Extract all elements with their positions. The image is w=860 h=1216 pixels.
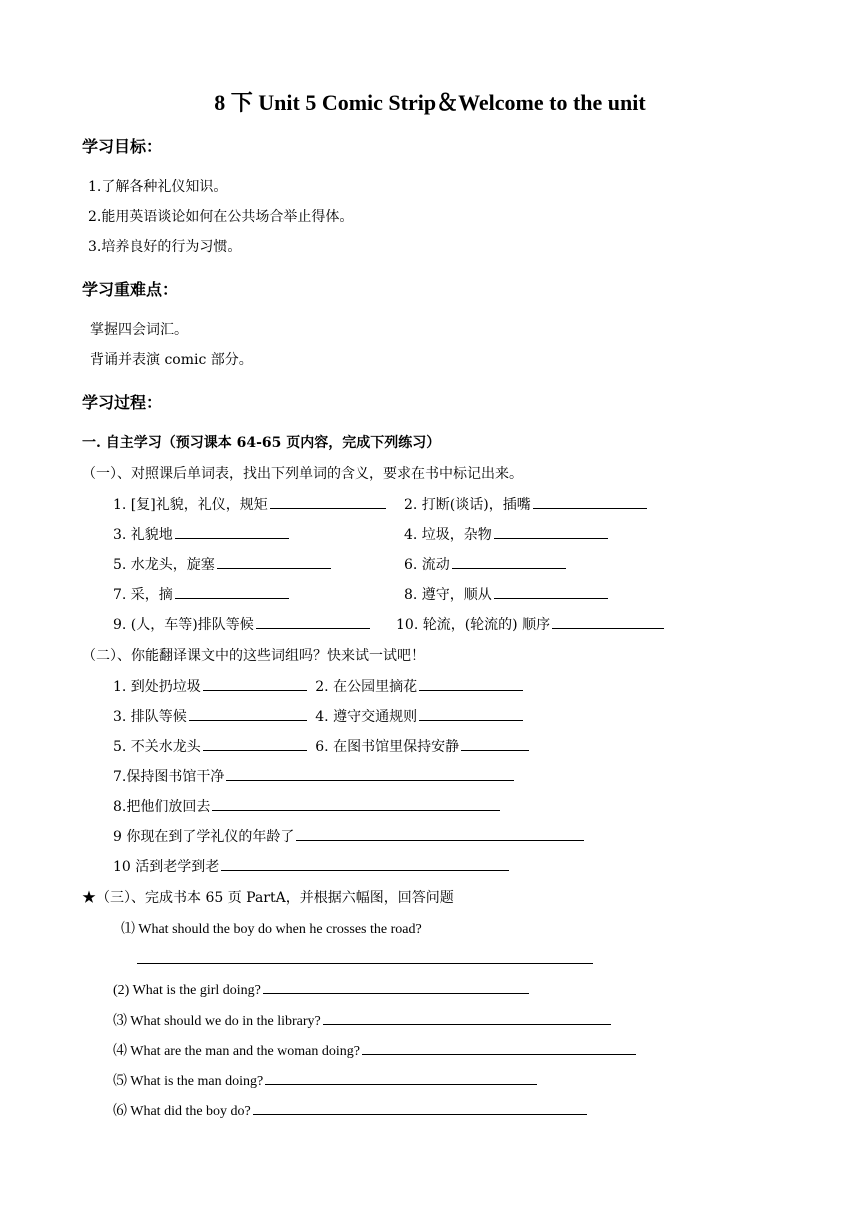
vocab-item: 10. 轮流，(轮流的) 顺序 xyxy=(396,614,664,634)
answer-blank[interactable] xyxy=(362,1041,636,1055)
answer-blank[interactable] xyxy=(461,737,529,751)
sub-heading-vocab: （一）、对照课后单词表，找出下列单词的含义，要求在书中标记出来。 xyxy=(82,466,523,482)
process-heading: 学习过程： xyxy=(82,393,163,412)
answer-blank[interactable] xyxy=(323,1011,611,1025)
question-item: ⑴ What should the boy do when he crosses the road? xyxy=(121,922,422,937)
answer-blank[interactable] xyxy=(263,980,529,994)
answer-blank[interactable] xyxy=(296,827,584,841)
answer-blank[interactable] xyxy=(270,495,386,509)
question-item: ⑹ What did the boy do? xyxy=(113,1100,587,1120)
phrase-item: 1. 到处扔垃圾 2. 在公园里摘花 xyxy=(113,676,523,696)
goal-item: 2.能用英语谈论如何在公共场合举止得体。 xyxy=(88,209,354,225)
goals-heading: 学习目标： xyxy=(82,137,163,156)
answer-blank[interactable] xyxy=(203,737,307,751)
answer-blank[interactable] xyxy=(189,707,307,721)
key-points-heading: 学习重难点： xyxy=(82,280,179,299)
answer-blank[interactable] xyxy=(226,767,514,781)
answer-blank[interactable] xyxy=(265,1071,537,1085)
answer-blank[interactable] xyxy=(419,707,523,721)
key-point-item: 掌握四会词汇。 xyxy=(90,322,188,338)
vocab-item: 4. 垃圾，杂物 xyxy=(404,524,608,544)
vocab-item: 3. 礼貌地 xyxy=(113,524,289,544)
phrase-item: 8.把他们放回去 xyxy=(113,796,500,816)
vocab-item: 1. [复]礼貌，礼仪，规矩 xyxy=(113,494,386,514)
answer-blank[interactable] xyxy=(253,1101,587,1115)
answer-blank[interactable] xyxy=(256,615,370,629)
sub-heading-phrases: （二）、你能翻译课文中的这些词组吗？快来试一试吧！ xyxy=(82,648,425,664)
question-item: ⑶ What should we do in the library? xyxy=(113,1010,611,1030)
phrase-item: 7.保持图书馆干净 xyxy=(113,766,514,786)
self-study-heading: 一. 自主学习（预习课本 64-65 页内容，完成下列练习） xyxy=(82,435,441,451)
phrase-item: 10 活到老学到老 xyxy=(113,856,509,876)
vocab-item: 8. 遵守，顺从 xyxy=(404,584,608,604)
answer-blank[interactable] xyxy=(452,555,566,569)
vocab-item: 9. (人，车等)排队等候 xyxy=(113,614,370,634)
vocab-item: 2. 打断(谈话)，插嘴 xyxy=(404,494,647,514)
answer-blank[interactable] xyxy=(217,555,331,569)
phrase-item: 9 你现在到了学礼仪的年龄了 xyxy=(113,826,584,846)
answer-blank[interactable] xyxy=(203,677,307,691)
answer-blank[interactable] xyxy=(175,585,289,599)
vocab-item: 5. 水龙头，旋塞 xyxy=(113,554,331,574)
phrase-item: 5. 不关水龙头 6. 在图书馆里保持安静 xyxy=(113,736,529,756)
question-item: ⑷ What are the man and the woman doing? xyxy=(113,1040,636,1060)
question-answer-line[interactable] xyxy=(135,950,593,968)
answer-blank[interactable] xyxy=(221,857,509,871)
vocab-item: 7. 采，摘 xyxy=(113,584,289,604)
key-point-item: 背诵并表演 comic 部分。 xyxy=(90,352,253,368)
answer-blank[interactable] xyxy=(494,585,608,599)
answer-blank[interactable] xyxy=(552,615,664,629)
question-item: (2) What is the girl doing? xyxy=(113,980,529,999)
goal-item: 3.培养良好的行为习惯。 xyxy=(88,239,242,255)
phrase-item: 3. 排队等候 4. 遵守交通规则 xyxy=(113,706,523,726)
question-item: ⑸ What is the man doing? xyxy=(113,1070,537,1090)
goal-item: 1.了解各种礼仪知识。 xyxy=(88,179,228,195)
page-title: 8 下 Unit 5 Comic Strip＆Welcome to the unit xyxy=(214,90,646,115)
answer-blank[interactable] xyxy=(494,525,608,539)
answer-blank[interactable] xyxy=(533,495,647,509)
sub-heading-questions: ★（三）、完成书本 65 页 PartA，并根据六幅图，回答问题 xyxy=(82,890,454,906)
answer-blank[interactable] xyxy=(419,677,523,691)
answer-blank[interactable] xyxy=(212,797,500,811)
answer-blank[interactable] xyxy=(175,525,289,539)
vocab-item: 6. 流动 xyxy=(404,554,566,574)
